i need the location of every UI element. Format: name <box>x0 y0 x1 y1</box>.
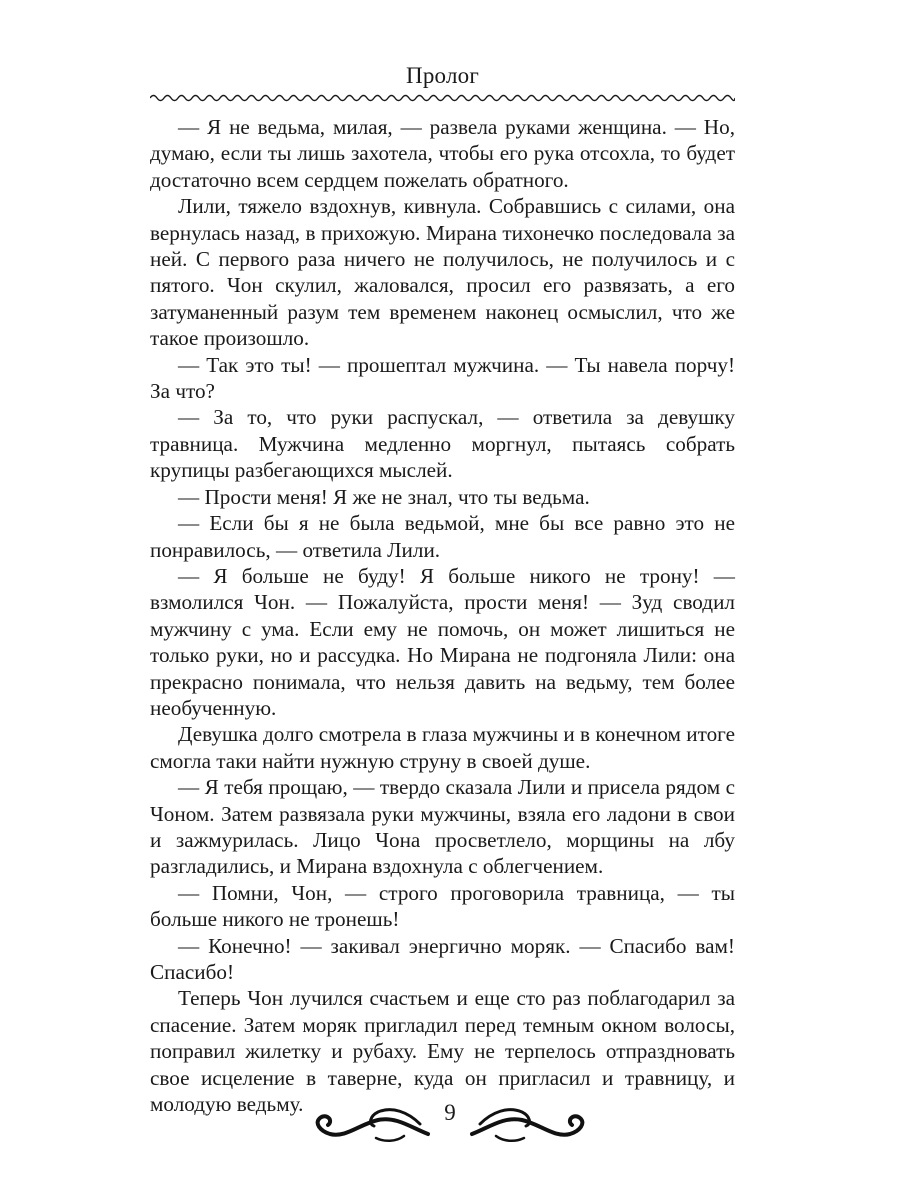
chapter-title: Пролог <box>406 63 479 88</box>
paragraph: — Так это ты! — прошептал мужчина. — Ты навела порчу! За что? <box>150 352 735 404</box>
paragraph: — Если бы я не была ведьмой, мне бы все равно это не понравилось, — ответила Лили. <box>150 511 735 562</box>
paragraph: — Я не ведьма, милая, — развела руками женщина. — Но, думаю, если ты лишь захотела, чтобы его рука отсохла, то будет достаточно всем сердцем пожелать обратного. <box>150 115 735 192</box>
page-footer <box>300 1098 600 1148</box>
paragraph: Девушка долго смотрела в глаза мужчины и в конечном итоге смогла таки найти нужную струну в своей душе. <box>150 722 735 773</box>
paragraph: Теперь Чон лучился счастьем и еще сто раз поблагодарил за спасение. Затем моряк пригладил перед темным окном волосы, поправил жилетку и рубаху. Ему не терпелось отпраздновать свое исцеление в таверне, куда он пригласил и травницу, и молодую ведьму. <box>150 986 735 1117</box>
paragraph: — Помни, Чон, — строго проговорила травница, — ты больше никого не тронешь! <box>150 880 735 932</box>
paragraph: — Я тебя прощаю, — твердо сказала Лили и присела рядом с Чоном. Затем развязала руки мужчины, взяла его ладони в свои и зажмурилась. Лицо Чона просветлело, морщины на лбу разгладились, и Мирана вздохнула с облегчением. <box>150 775 735 879</box>
paragraph: — Конечно! — закивал энергично моряк. — Спасибо вам! Спасибо! <box>150 933 735 984</box>
wavy-divider <box>150 92 735 104</box>
body-text <box>150 114 735 1117</box>
paragraph: Лили, тяжело вздохнув, кивнула. Собравшись с силами, она вернулась назад, в прихожую. Мирана тихонечко последовала за ней. С первого раза ничего не получилось, не получилось и с пятого. Чон скулил, жаловался, просил его развязать, а его затуманенный разум тем временем наконец осмыслил, что же такое произошло. <box>150 194 735 351</box>
running-header <box>150 62 735 104</box>
paragraph: — Я больше не буду! Я больше никого не трону! — взмолился Чон. — Пожалуйста, прости меня! — Зуд сводил мужчину с ума. Если ему не помочь, он может лишиться не только руки, но и рассудка. Но Мирана не подгоняла Лили: она прекрасно понимала, что нельзя давить на ведьму, тем более необученную. <box>150 563 735 720</box>
page-number: 9 <box>444 1100 456 1125</box>
paragraph: — Прости меня! Я же не знал, что ты ведьма. <box>178 484 590 509</box>
paragraph: — За то, что руки распускал, — ответила за девушку травница. Мужчина медленно моргнул, пытаясь собрать крупицы разбегающихся мыслей. <box>150 405 735 483</box>
